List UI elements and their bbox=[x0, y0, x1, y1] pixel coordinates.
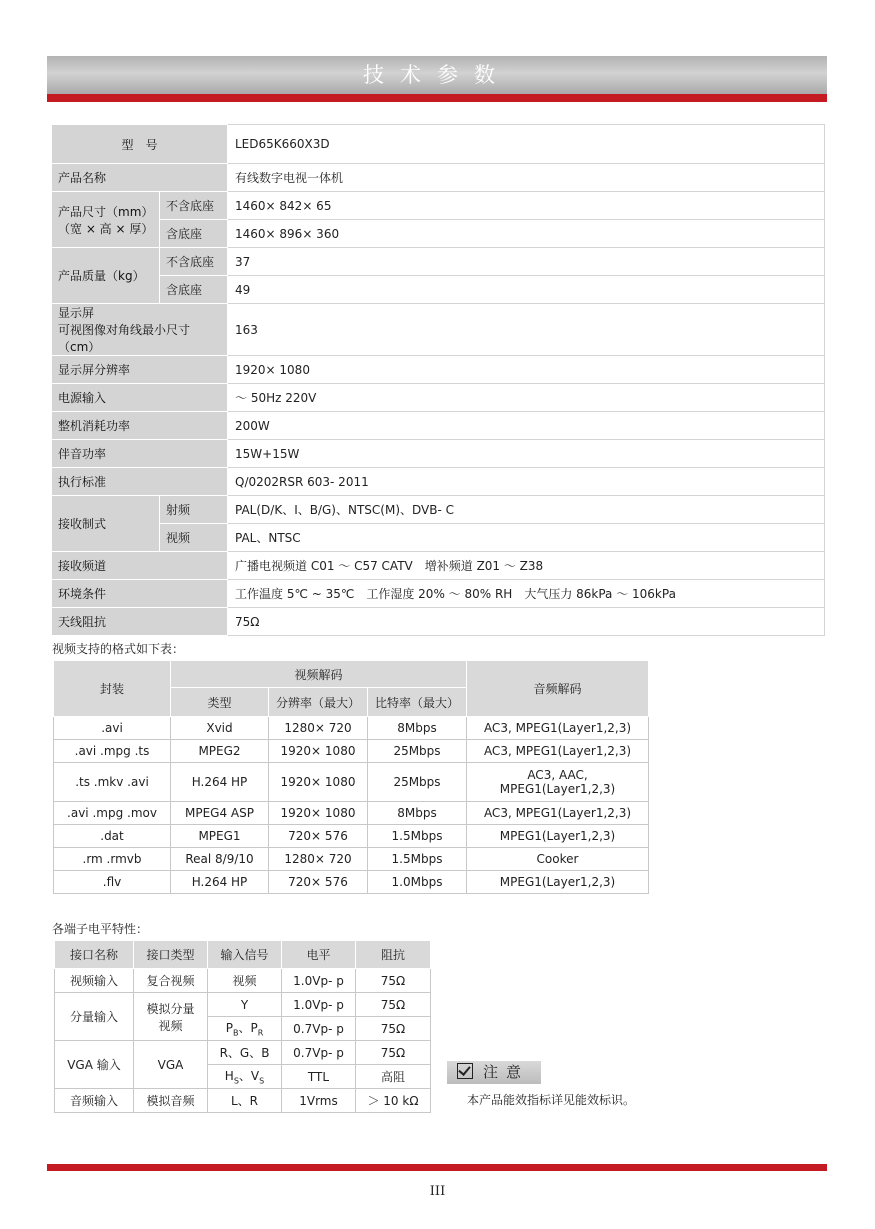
header-red-bar bbox=[47, 94, 827, 102]
rf-label: 射频 bbox=[160, 496, 228, 524]
size-no-base-label: 不含底座 bbox=[160, 192, 228, 220]
table-row: VGA 输入 VGA R、G、B 0.7Vp- p 75Ω bbox=[55, 1041, 431, 1065]
env-value: 工作温度 5℃ ~ 35℃ 工作湿度 20% ～ 80% RH 大气压力 86kPa ～ 106kPa bbox=[228, 580, 825, 608]
model-label: 型 号 bbox=[52, 125, 228, 164]
size-no-base: 1460× 842× 65 bbox=[228, 192, 825, 220]
table-row: 分量输入 模拟分量 视频 Y 1.0Vp- p 75Ω bbox=[55, 993, 431, 1017]
table-row: $P_B$、$P_R$ 0.7Vp- p 75Ω bbox=[55, 1017, 431, 1041]
model-value: LED65K660X3D bbox=[228, 125, 825, 164]
audio-power-value: 15W+15W bbox=[228, 440, 825, 468]
page-header bbox=[47, 56, 827, 94]
channel-label: 接收频道 bbox=[52, 552, 228, 580]
weight-with-base-label: 含底座 bbox=[160, 276, 228, 304]
channel-value: 广播电视频道 C01 ～ C57 CATV 增补频道 Z01 ～ Z38 bbox=[228, 552, 825, 580]
size-with-base: 1460× 896× 360 bbox=[228, 220, 825, 248]
table-row: .dat MPEG1 720× 576 1.5Mbps MPEG1(Layer1,2,3) bbox=[54, 825, 649, 848]
h-audio: 音频解码 bbox=[467, 661, 649, 717]
rf-value: PAL(D/K、I、B/G)、NTSC(M)、DVB- C bbox=[228, 496, 825, 524]
consumption-label: 整机消耗功率 bbox=[52, 412, 228, 440]
table-row: .rm .rmvb Real 8/9/10 1280× 720 1.5Mbps Cooker bbox=[54, 848, 649, 871]
screen-label: 显示屏 可视图像对角线最小尺寸（cm） bbox=[52, 304, 228, 356]
table-row: .avi Xvid 1280× 720 8Mbps AC3, MPEG1(Layer1,2,3) bbox=[54, 717, 649, 740]
footer-red-bar bbox=[47, 1164, 827, 1171]
page-number: III bbox=[429, 1184, 446, 1199]
size-label: 产品尺寸（mm） （宽 × 高 × 厚） bbox=[52, 192, 160, 248]
video-value: PAL、NTSC bbox=[228, 524, 825, 552]
h-decode: 视频解码 bbox=[171, 661, 467, 688]
screen-value: 163 bbox=[228, 304, 825, 356]
weight-no-base: 37 bbox=[228, 248, 825, 276]
power-in-value: ～ 50Hz 220V bbox=[228, 384, 825, 412]
h-type: 类型 bbox=[171, 688, 269, 717]
size-with-base-label: 含底座 bbox=[160, 220, 228, 248]
name-label: 产品名称 bbox=[52, 164, 228, 192]
recv-label: 接收制式 bbox=[52, 496, 160, 552]
name-value: 有线数字电视一体机 bbox=[228, 164, 825, 192]
video-format-table bbox=[53, 660, 649, 894]
spec-table bbox=[51, 124, 825, 636]
weight-with-base: 49 bbox=[228, 276, 825, 304]
page-title: 技术参数 bbox=[363, 63, 511, 87]
weight-no-base-label: 不含底座 bbox=[160, 248, 228, 276]
checkbox-icon bbox=[457, 1063, 473, 1079]
ports-table: 接口名称 接口类型 输入信号 电平 阻抗 视频输入 复合视频 视频 1.0Vp- p 75Ω 分量输入 模拟分量 视频 Y 1.0Vp- p 75Ω $P_B$、$P_R$ 0.7Vp- p 75Ω VGA 输入 VGA R、G、B 0.7Vp- p 75Ω $H_S$、$V_S$ TTL 高阻 音频输入 模拟音频 L、R 1Vrms ＞ 10 kΩ bbox=[54, 940, 431, 1113]
video-label: 视频 bbox=[160, 524, 228, 552]
attention-title: 注意 bbox=[483, 1063, 530, 1081]
h-pack: 封装 bbox=[54, 661, 171, 717]
standard-value: Q/0202RSR 603- 2011 bbox=[228, 468, 825, 496]
consumption-value: 200W bbox=[228, 412, 825, 440]
weight-label: 产品质量（kg） bbox=[52, 248, 160, 304]
table-row: 视频输入 复合视频 视频 1.0Vp- p 75Ω bbox=[55, 969, 431, 993]
attention-box bbox=[447, 1061, 541, 1084]
h-bitrate: 比特率（最大） bbox=[368, 688, 467, 717]
antenna-label: 天线阻抗 bbox=[52, 608, 228, 636]
resolution-label: 显示屏分辨率 bbox=[52, 356, 228, 384]
audio-power-label: 伴音功率 bbox=[52, 440, 228, 468]
table-row: 音频输入 模拟音频 L、R 1Vrms ＞ 10 kΩ bbox=[55, 1089, 431, 1113]
env-label: 环境条件 bbox=[52, 580, 228, 608]
standard-label: 执行标准 bbox=[52, 468, 228, 496]
table-row: .flv H.264 HP 720× 576 1.0Mbps MPEG1(Layer1,2,3) bbox=[54, 871, 649, 894]
table-row: $H_S$、$V_S$ TTL 高阻 bbox=[55, 1065, 431, 1089]
resolution-value: 1920× 1080 bbox=[228, 356, 825, 384]
power-in-label: 电源输入 bbox=[52, 384, 228, 412]
table-row: .ts .mkv .avi H.264 HP 1920× 1080 25Mbps AC3, AAC, MPEG1(Layer1,2,3) bbox=[54, 763, 649, 802]
h-res: 分辨率（最大） bbox=[269, 688, 368, 717]
antenna-value: 75Ω bbox=[228, 608, 825, 636]
table-row: .avi .mpg .ts MPEG2 1920× 1080 25Mbps AC3, MPEG1(Layer1,2,3) bbox=[54, 740, 649, 763]
attention-note: 本产品能效指标详见能效标识。 bbox=[467, 1093, 636, 1107]
table-row: .avi .mpg .mov MPEG4 ASP 1920× 1080 8Mbps AC3, MPEG1(Layer1,2,3) bbox=[54, 802, 649, 825]
video-table-caption: 视频支持的格式如下表： bbox=[52, 642, 185, 656]
ports-table-caption: 各端子电平特性： bbox=[52, 922, 149, 936]
